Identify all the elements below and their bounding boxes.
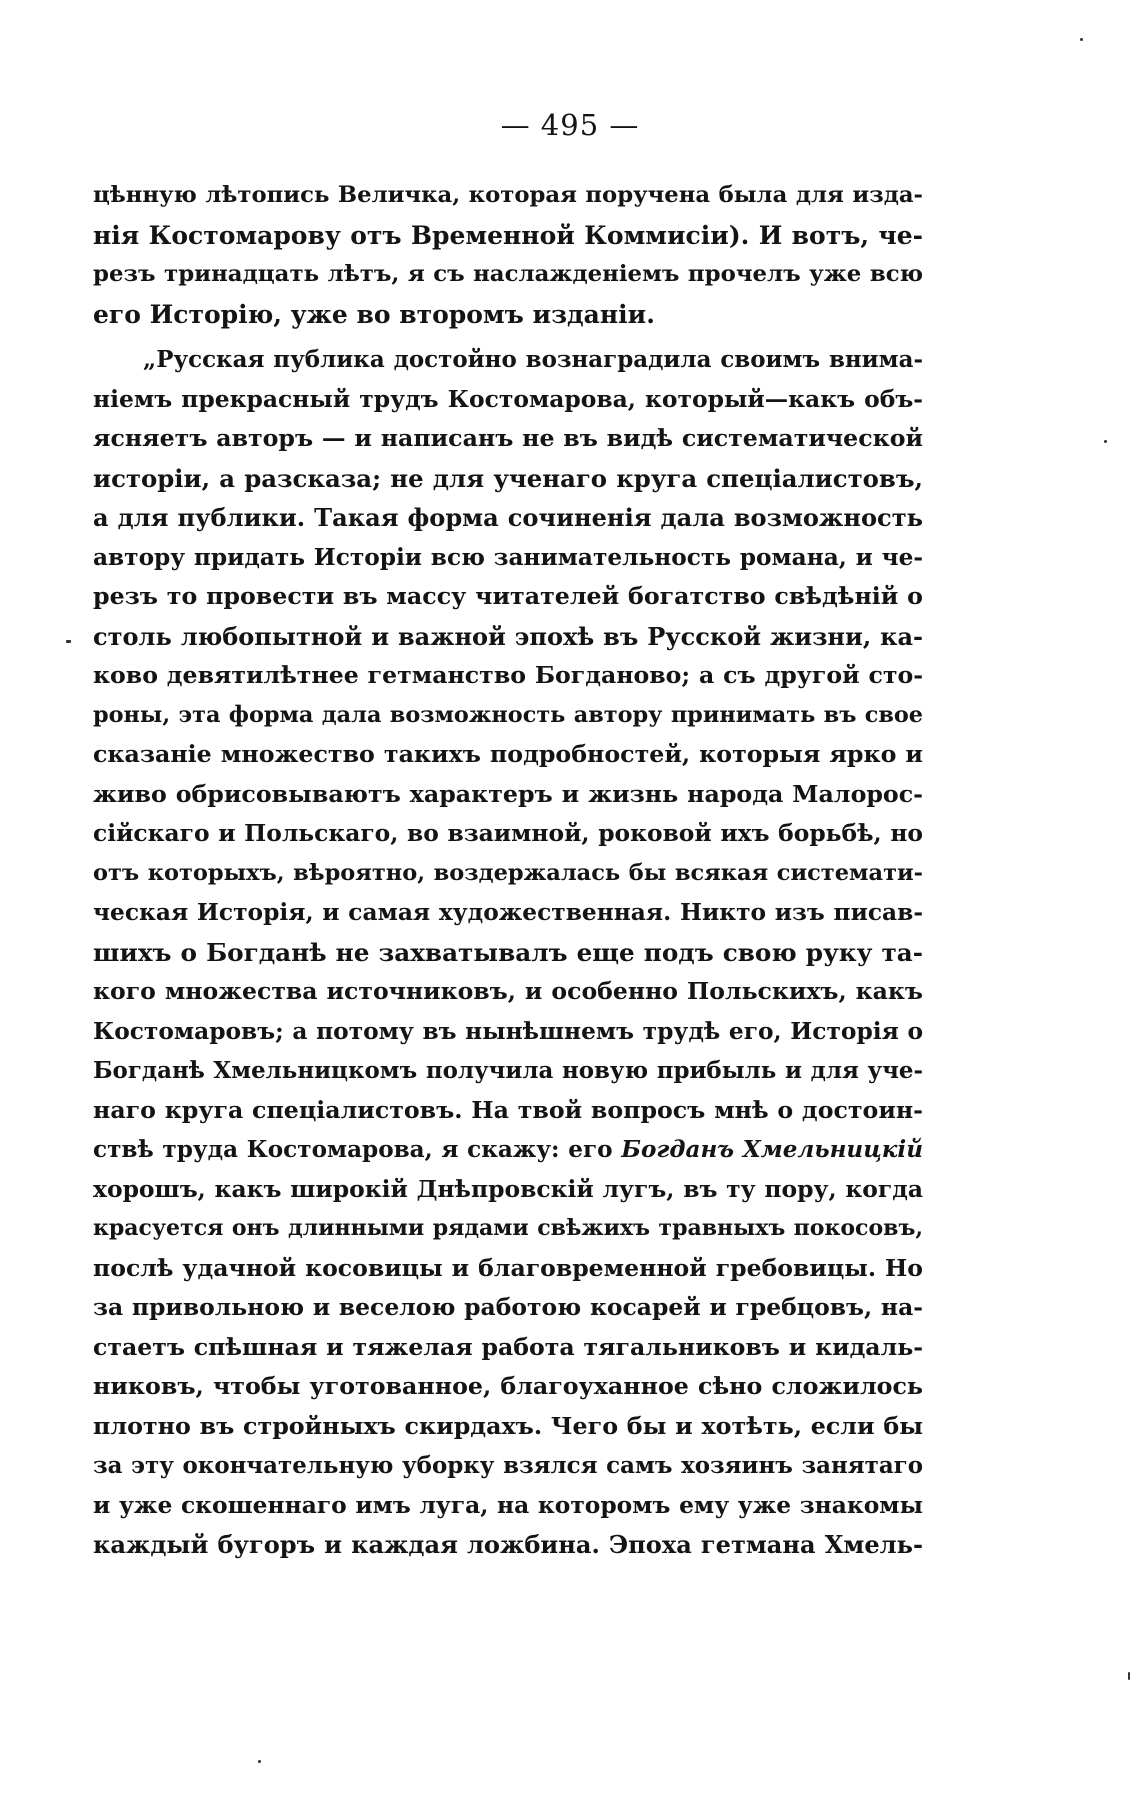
text-line: кого множества источниковъ, и особенно Польскихъ, какъ xyxy=(93,977,923,1005)
speck xyxy=(1104,440,1107,443)
text-line: нія Костомарову отъ Временной Коммисіи). И вотъ, че- xyxy=(93,220,923,250)
text-line: „Русская публика достойно вознаградила своимъ внима- xyxy=(143,346,923,373)
speck xyxy=(1128,1672,1130,1680)
text-line: и уже скошеннаго имъ луга, на которомъ ему уже знакомы xyxy=(93,1490,923,1519)
text-segment: ствѣ труда Костомарова, я скажу: его xyxy=(93,1136,622,1163)
text-line: Богданѣ Хмельницкомъ получила новую прибыль и для уче- xyxy=(93,1057,923,1084)
text-line: хорошъ, какъ широкій Днѣпровскій лугъ, въ ту пору, когда xyxy=(93,1174,923,1203)
text-line: наго круга спеціалистовъ. На твой вопросъ мнѣ о достоин- xyxy=(93,1095,923,1124)
text-line: столь любопытной и важной эпохѣ въ Русской жизни, ка- xyxy=(93,621,923,651)
text-line: шихъ о Богданѣ не захватывалъ еще подъ свою руку та- xyxy=(93,937,923,967)
page-number: — 495 — xyxy=(500,108,640,142)
text-line: за эту окончательную уборку взялся самъ хозяинъ занятаго xyxy=(93,1452,923,1479)
text-line: плотно въ стройныхъ скирдахъ. Чего бы и хотѣть, если бы xyxy=(93,1411,923,1440)
text-line: никовъ, чтобы уготованное, благоуханное сѣно сложилось xyxy=(93,1372,923,1400)
text-line: Костомаровъ; а потому въ нынѣшнемъ трудѣ его, Исторія о xyxy=(93,1017,923,1045)
text-line: сійскаго и Польскаго, во взаимной, роковой ихъ борьбѣ, но xyxy=(93,819,923,847)
text-line: цѣнную лѣтопись Величка, которая поручена была для изда- xyxy=(93,182,923,208)
text-line: стаетъ спѣшная и тяжелая работа тягальниковъ и кидаль- xyxy=(93,1332,923,1361)
text-line: сказаніе множество такихъ подробностей, которыя ярко и xyxy=(93,740,923,768)
paragraph-2 xyxy=(93,340,923,1565)
text-line: резъ тринадцать лѣтъ, я съ наслажденіемъ прочелъ уже всю xyxy=(93,261,923,287)
book-title: Богданъ Хмельницкій xyxy=(621,1136,923,1163)
text-line: его Исторію, уже во второмъ изданіи. xyxy=(93,299,655,329)
text-line: ческая Исторія, и самая художественная. Никто изъ писав- xyxy=(93,899,923,926)
text-line: ково девятилѣтнее гетманство Богданово; а съ другой сто- xyxy=(93,661,923,689)
text-line: ясняетъ авторъ — и написанъ не въ видѣ систематической xyxy=(93,424,923,452)
paragraph-1 xyxy=(93,176,923,334)
speck xyxy=(66,640,71,643)
text-line: роны, эта форма дала возможность автору принимать въ свое xyxy=(93,701,923,728)
text-line: отъ которыхъ, вѣроятно, воздержалась бы всякая системати- xyxy=(93,859,923,886)
text-line: резъ то провести въ массу читателей богатство свѣдѣній о xyxy=(93,582,923,610)
text-line: ніемъ прекрасный трудъ Костомарова, который—какъ объ- xyxy=(93,384,923,413)
text-line: живо обрисовываютъ характеръ и жизнь народа Малорос- xyxy=(93,779,923,808)
text-line: исторіи, а разсказа; не для ученаго круга спеціалистовъ, xyxy=(93,463,923,493)
body-text xyxy=(93,176,923,1565)
text-line: автору придать Исторіи всю занимательность романа, и че- xyxy=(93,543,923,571)
text-line: а для публики. Такая форма сочиненія дала возможность xyxy=(93,503,923,532)
text-line: послѣ удачной косовицы и благовременной гребовицы. Но xyxy=(93,1253,923,1282)
text-line-with-title xyxy=(93,1130,923,1170)
speck xyxy=(1080,38,1083,41)
speck xyxy=(258,1760,261,1763)
text-line: красуется онъ длинными рядами свѣжихъ травныхъ покосовъ, xyxy=(93,1215,923,1241)
text-line: за привольною и веселою работою косарей и гребцовъ, на- xyxy=(93,1293,923,1321)
text-line: каждый бугоръ и каждая ложбина. Эпоха гетмана Хмель- xyxy=(93,1530,923,1559)
